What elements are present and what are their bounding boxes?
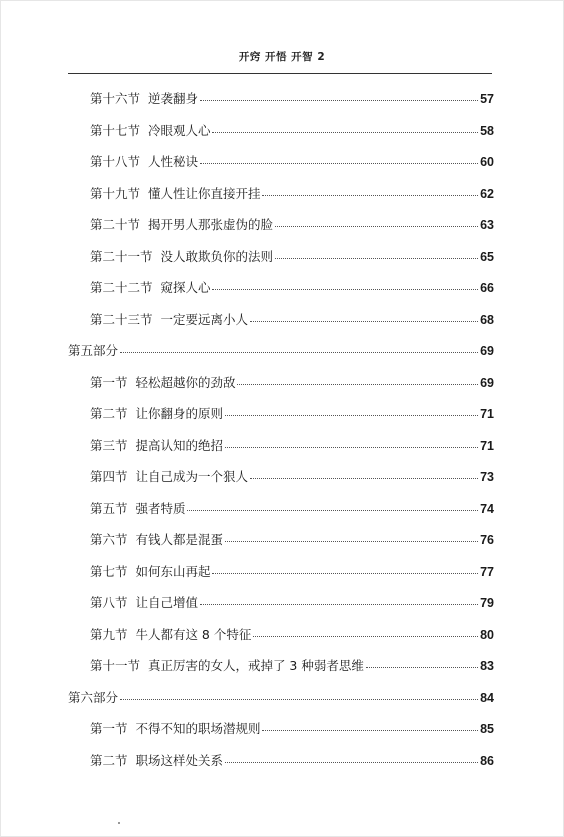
toc-section-entry[interactable] xyxy=(90,278,494,296)
toc-page-number: 76 xyxy=(480,533,494,547)
toc-section-entry[interactable] xyxy=(90,751,494,769)
dot-leader xyxy=(225,529,478,542)
toc-page-number: 80 xyxy=(480,627,494,642)
toc-section-entry[interactable] xyxy=(90,562,494,580)
toc-entry-title: 第九节 牛人都有这 8 个特征 xyxy=(90,626,252,642)
toc-page-number: 58 xyxy=(480,123,494,138)
toc-page-number: 63 xyxy=(480,218,494,232)
toc-entry-title: 第二节 让你翻身的原则 xyxy=(90,406,223,421)
dot-leader xyxy=(366,655,478,668)
toc-page-number: 79 xyxy=(480,596,494,610)
toc-entry-title: 第二节 职场这样处关系 xyxy=(90,752,223,768)
toc-entry-title: 第八节 让自己增值 xyxy=(90,595,198,610)
toc-page-number: 73 xyxy=(480,470,494,484)
toc-entry-title: 第七节 如何东山再起 xyxy=(90,563,211,579)
toc-section-entry[interactable] xyxy=(90,310,494,328)
toc-section-entry[interactable] xyxy=(90,404,494,422)
toc-section-entry[interactable] xyxy=(90,625,494,643)
toc-page-number: 77 xyxy=(480,564,494,579)
dot-leader xyxy=(253,624,478,637)
toc-section-entry[interactable] xyxy=(90,373,494,391)
dot-leader xyxy=(262,183,478,196)
toc-page-number: 60 xyxy=(480,155,494,169)
toc-page-number: 68 xyxy=(480,312,494,327)
toc-page-number: 62 xyxy=(480,186,494,201)
toc-section-entry[interactable] xyxy=(90,247,494,265)
toc-page-number: 65 xyxy=(480,249,494,264)
toc-entry-title: 第三节 提高认知的绝招 xyxy=(90,437,223,453)
dot-leader xyxy=(262,718,478,731)
toc-section-entry[interactable] xyxy=(90,436,494,454)
dot-leader xyxy=(237,372,478,385)
toc-entry-title: 第十七节 冷眼观人心 xyxy=(90,122,211,138)
toc-page-number: 71 xyxy=(480,407,494,421)
dot-leader xyxy=(250,466,478,479)
toc-entry-title: 第二十二节 窥探人心 xyxy=(90,280,211,295)
toc-entry-title: 第六节 有钱人都是混蛋 xyxy=(90,532,223,547)
toc-section-entry[interactable] xyxy=(90,656,494,674)
toc-page-number: 57 xyxy=(480,92,494,106)
toc-entry-title: 第五节 强者特质 xyxy=(90,500,186,516)
dot-leader xyxy=(120,340,478,353)
dot-leader xyxy=(200,592,478,605)
dot-leader xyxy=(250,309,478,322)
scan-speck xyxy=(118,822,120,824)
toc-section-entry[interactable] xyxy=(90,467,494,485)
dot-leader xyxy=(212,120,478,133)
toc-section-entry[interactable] xyxy=(90,215,494,233)
toc-page-number: 83 xyxy=(480,659,494,673)
toc-section-entry[interactable] xyxy=(90,184,494,202)
toc-part-entry[interactable] xyxy=(68,341,494,359)
dot-leader xyxy=(275,246,478,259)
toc-entry-title: 第六部分 xyxy=(68,689,119,705)
toc-section-entry[interactable] xyxy=(90,530,494,548)
dot-leader xyxy=(120,687,478,700)
dot-leader xyxy=(212,277,478,290)
running-header: 开窍 开悟 开智 2 xyxy=(238,51,326,63)
toc-entry-title: 第一节 轻松超越你的劲敌 xyxy=(90,374,236,390)
toc-section-entry[interactable] xyxy=(90,719,494,737)
toc-section-entry[interactable] xyxy=(90,152,494,170)
dot-leader xyxy=(200,151,478,164)
toc-page-number: 71 xyxy=(480,438,494,453)
toc-section-entry[interactable] xyxy=(90,121,494,139)
toc-entry-title: 第五部分 xyxy=(68,343,119,358)
toc-entry-title: 第十一节 真正厉害的女人，戒掉了 3 种弱者思维 xyxy=(90,658,364,673)
toc-page-number: 69 xyxy=(480,375,494,390)
toc-section-entry[interactable] xyxy=(90,89,494,107)
toc-page-number: 69 xyxy=(480,344,494,358)
toc-page-number: 84 xyxy=(480,690,494,705)
dot-leader xyxy=(187,498,478,511)
dot-leader xyxy=(225,403,478,416)
toc-entry-title: 第十八节 人性秘诀 xyxy=(90,154,198,169)
toc-entry-title: 第二十三节 一定要远离小人 xyxy=(90,311,248,327)
toc-page-number: 66 xyxy=(480,281,494,295)
toc-entry-title: 第一节 不得不知的职场潜规则 xyxy=(90,721,261,736)
toc-entry-title: 第四节 让自己成为一个狠人 xyxy=(90,469,248,484)
header-rule xyxy=(68,73,492,74)
dot-leader xyxy=(225,435,478,448)
toc-entry-title: 第十九节 懂人性让你直接开挂 xyxy=(90,185,261,201)
toc-page-number: 85 xyxy=(480,722,494,736)
dot-leader xyxy=(275,214,478,227)
toc-entry-title: 第二十一节 没人敢欺负你的法则 xyxy=(90,248,273,264)
dot-leader xyxy=(225,750,478,763)
dot-leader xyxy=(212,561,478,574)
dot-leader xyxy=(200,88,478,101)
toc-part-entry[interactable] xyxy=(68,688,494,706)
toc-entry-title: 第二十节 揭开男人那张虚伪的脸 xyxy=(90,217,273,232)
toc-section-entry[interactable] xyxy=(90,499,494,517)
toc-page-number: 86 xyxy=(480,753,494,768)
toc-section-entry[interactable] xyxy=(90,593,494,611)
toc-page-number: 74 xyxy=(480,501,494,516)
toc-entry-title: 第十六节 逆袭翻身 xyxy=(90,91,198,106)
